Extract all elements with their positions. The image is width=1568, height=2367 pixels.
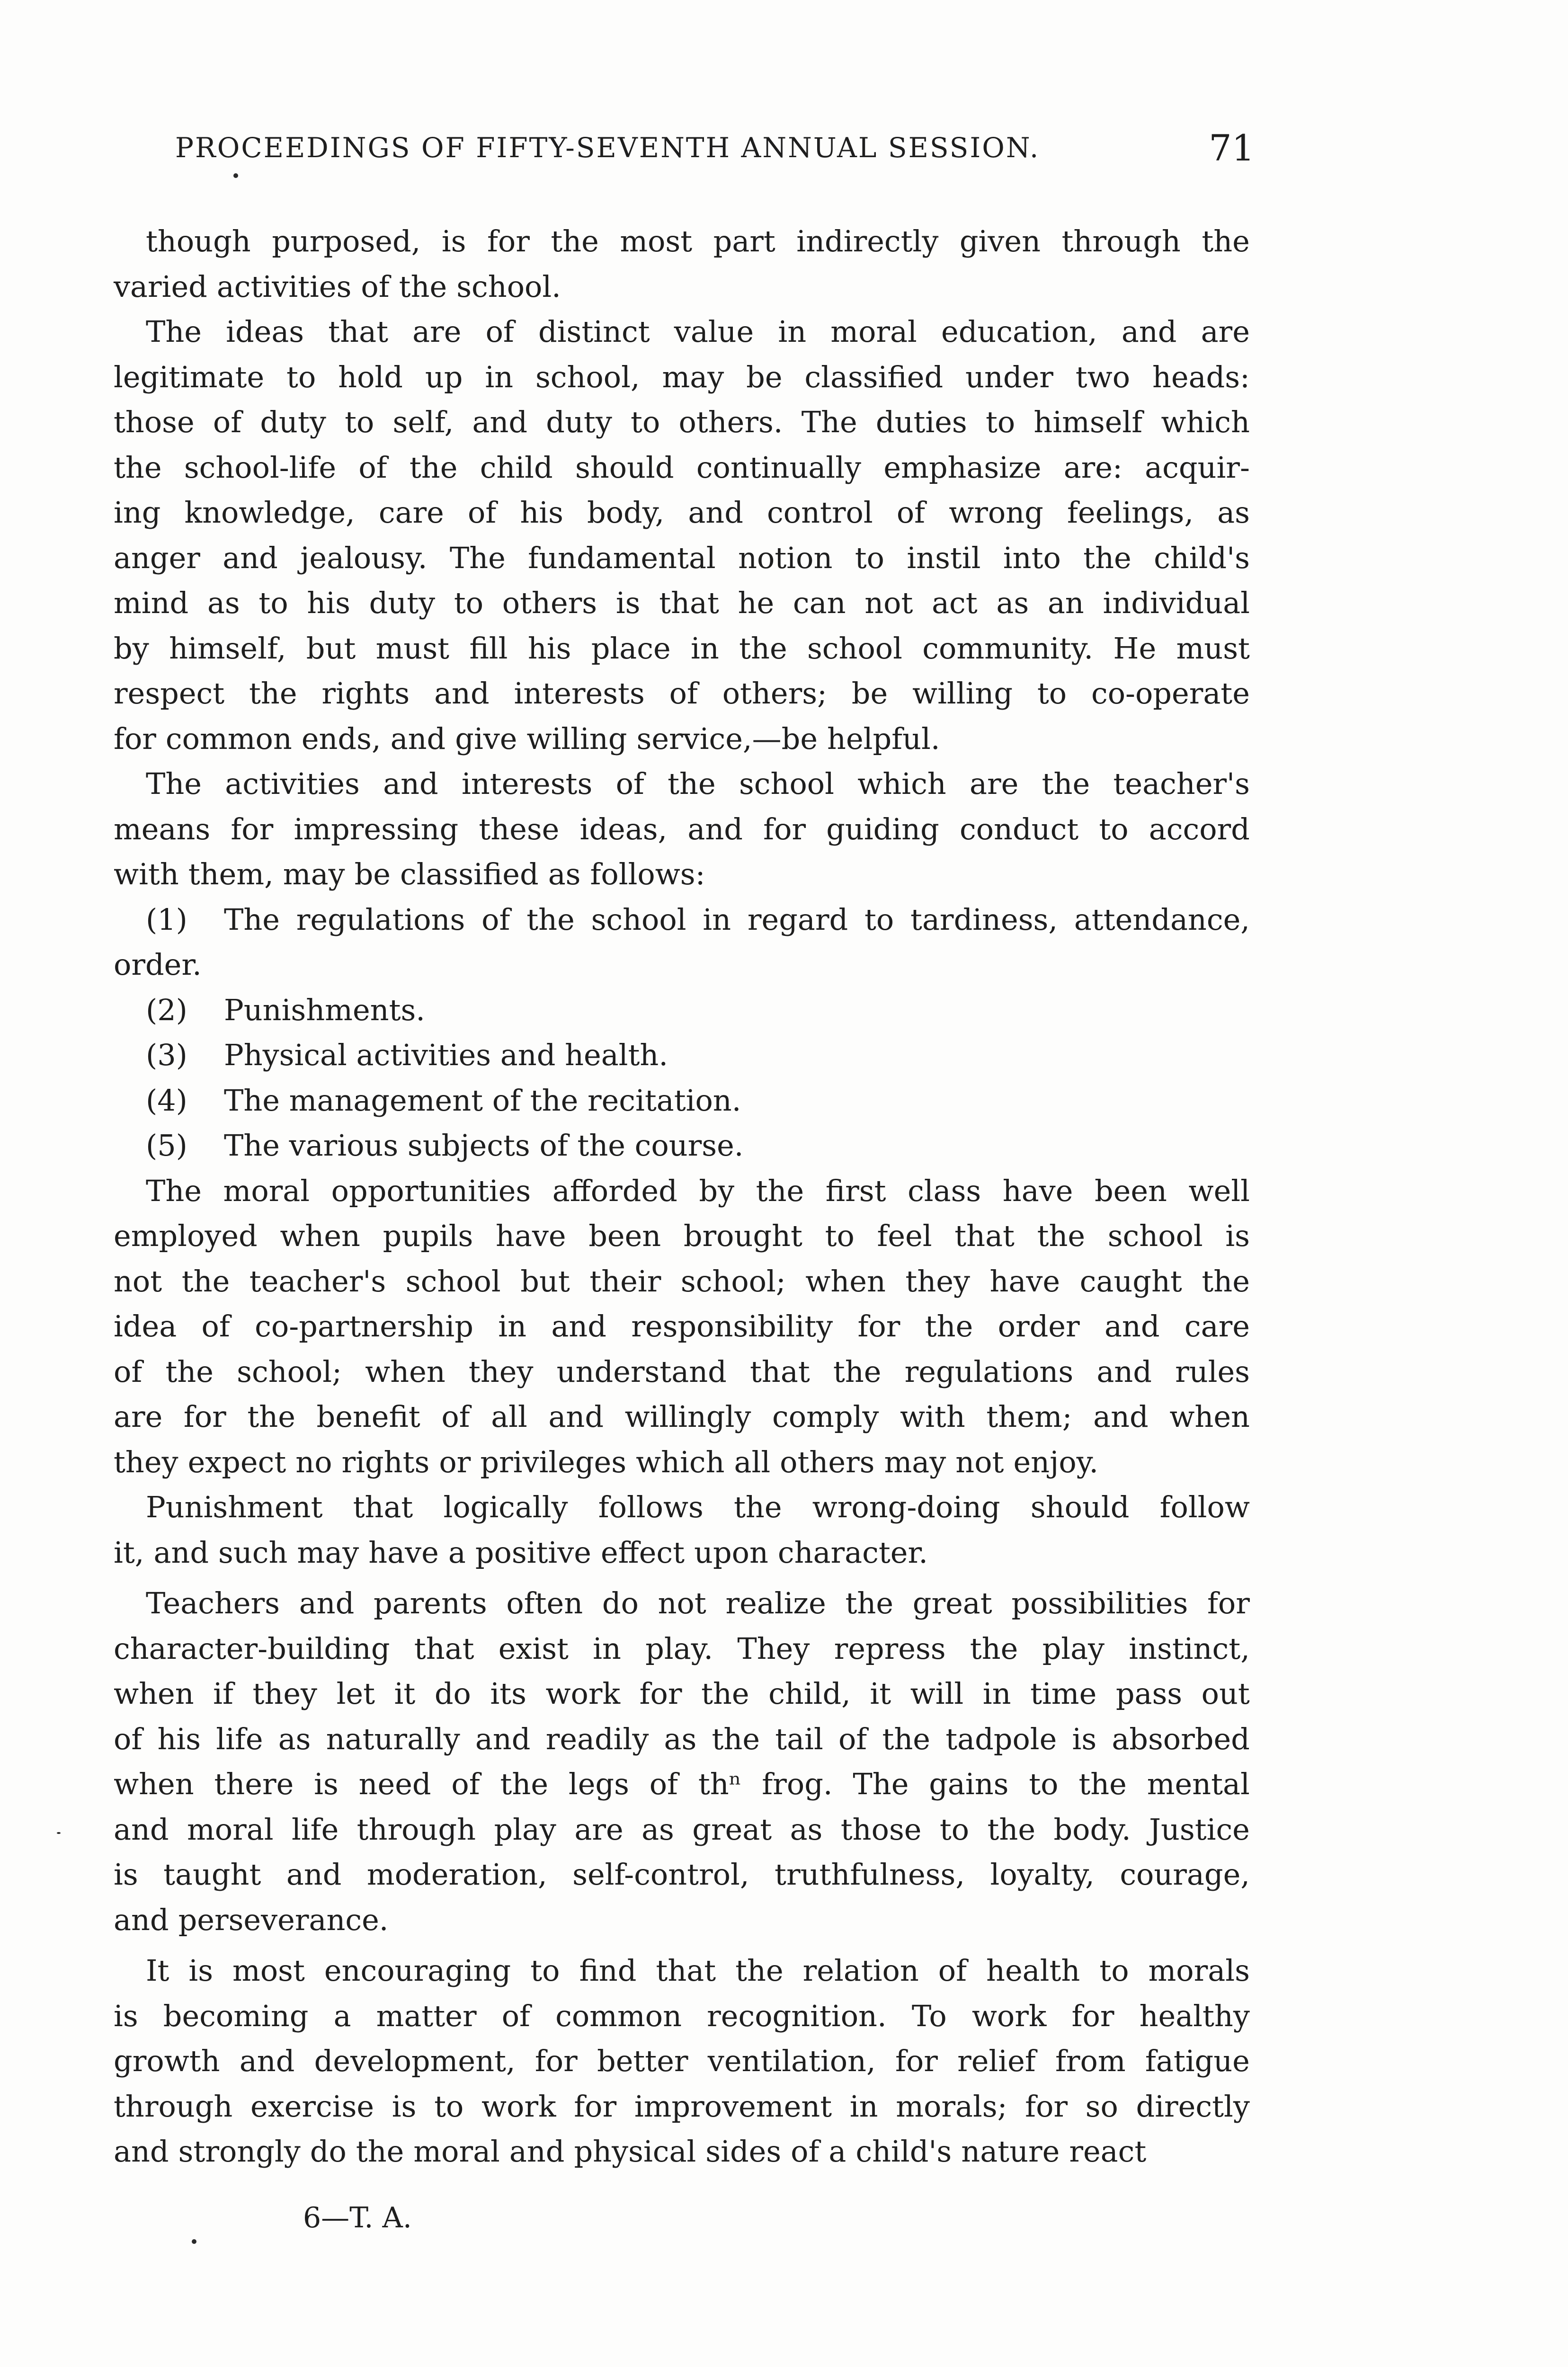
text-line: of his life as naturally and readily as the tail of the tadpole is absorbed [114, 1721, 1250, 1756]
text-line: not the teacher's school but their school; when they have caught the [114, 1264, 1250, 1299]
list-item [114, 897, 1250, 943]
text-line: and moral life through play are as great as those to the body. Justice [114, 1812, 1250, 1847]
list-text: The various subjects of the course. [224, 1128, 744, 1163]
ink-speck [57, 1832, 61, 1834]
text-line: though purposed, is for the most part indirectly given through the [146, 224, 1250, 258]
list-item [114, 988, 1250, 1033]
text-line: ing knowledge, care of his body, and control of wrong feelings, as [114, 495, 1250, 530]
text-line: the school-life of the child should continually emphasize are: acquir- [114, 450, 1250, 485]
text-line: and strongly do the moral and physical sides of a child's nature react [114, 2134, 1147, 2169]
text-line: of the school; when they understand that the regulations and rules [114, 1354, 1250, 1389]
list-number: (5) [146, 1128, 187, 1163]
text-line: anger and jealousy. The fundamental notion to instil into the child's [114, 540, 1250, 575]
text-line: by himself, but must fill his place in the school community. He must [114, 631, 1250, 666]
list-continuation: order. [114, 947, 202, 982]
text-line: it, and such may have a positive effect upon character. [114, 1535, 928, 1570]
text-line: employed when pupils have been brought to feel that the school is [114, 1219, 1250, 1253]
list-text: Punishments. [224, 992, 426, 1027]
text-line: when if they let it do its work for the child, it will in time pass out [114, 1676, 1250, 1711]
list-item [114, 1123, 1250, 1168]
text-line: character-building that exist in play. They repress the play instinct, [114, 1631, 1250, 1666]
page-number: 71 [1209, 127, 1255, 169]
text-line: respect the rights and interests of others; be willing to co-operate [114, 676, 1250, 711]
text-line: and perseverance. [114, 1902, 389, 1937]
text-line: The activities and interests of the school which are the teacher's [146, 766, 1250, 801]
text-line: are for the benefit of all and willingly comply with them; and when [114, 1399, 1250, 1434]
text-line: The ideas that are of distinct value in moral education, and are [146, 314, 1250, 349]
text-line: varied activities of the school. [114, 269, 561, 304]
list-item [114, 1078, 1250, 1123]
text-line: when there is need of the legs of thⁿ frog. The gains to the mental [114, 1767, 1250, 1801]
text-line: means for impressing these ideas, and for guiding conduct to accord [114, 811, 1250, 846]
text-line: growth and development, for better ventilation, for relief from fatigue [114, 2044, 1250, 2078]
ink-speck [192, 2239, 196, 2244]
text-line: is taught and moderation, self-control, truthfulness, loyalty, courage, [114, 1857, 1250, 1892]
text-line: through exercise is to work for improvement in morals; for so directly [114, 2089, 1250, 2124]
list-number: (2) [146, 992, 187, 1027]
running-header [175, 127, 1255, 169]
text-line: The moral opportunities afforded by the first class have been well [146, 1173, 1250, 1208]
list-text: The regulations of the school in regard to tardiness, attendance, [224, 902, 1250, 937]
text-line: is becoming a matter of common recognition. To work for healthy [114, 1998, 1250, 2033]
ink-speck [233, 173, 238, 178]
text-line: idea of co-partnership in and responsibility for the order and care [114, 1309, 1250, 1344]
text-line: Teachers and parents often do not realize the great possibilities for [146, 1586, 1250, 1620]
text-line: those of duty to self, and duty to others. The duties to himself which [114, 405, 1250, 439]
list-number: (4) [146, 1083, 187, 1118]
list-number: (3) [146, 1038, 187, 1072]
list-number: (1) [146, 902, 187, 937]
text-line: mind as to his duty to others is that he can not act as an individual [114, 586, 1250, 620]
signature-mark: 6—T. A. [303, 2201, 412, 2234]
list-text: The management of the recitation. [224, 1083, 741, 1118]
text-line: It is most encouraging to find that the relation of health to morals [146, 1953, 1250, 1988]
text-line: for common ends, and give willing service,—be helpful. [114, 721, 940, 756]
list-item [114, 1032, 1250, 1078]
text-line: Punishment that logically follows the wrong-doing should follow [146, 1490, 1250, 1524]
text-line: legitimate to hold up in school, may be classified under two heads: [114, 359, 1250, 394]
header-title: PROCEEDINGS OF FIFTY-SEVENTH ANNUAL SESSION. [175, 132, 1040, 164]
list-text: Physical activities and health. [224, 1038, 668, 1072]
text-line: they expect no rights or privileges which all others may not enjoy. [114, 1444, 1099, 1479]
body-text [114, 219, 1250, 2180]
text-line: with them, may be classified as follows: [114, 857, 705, 891]
